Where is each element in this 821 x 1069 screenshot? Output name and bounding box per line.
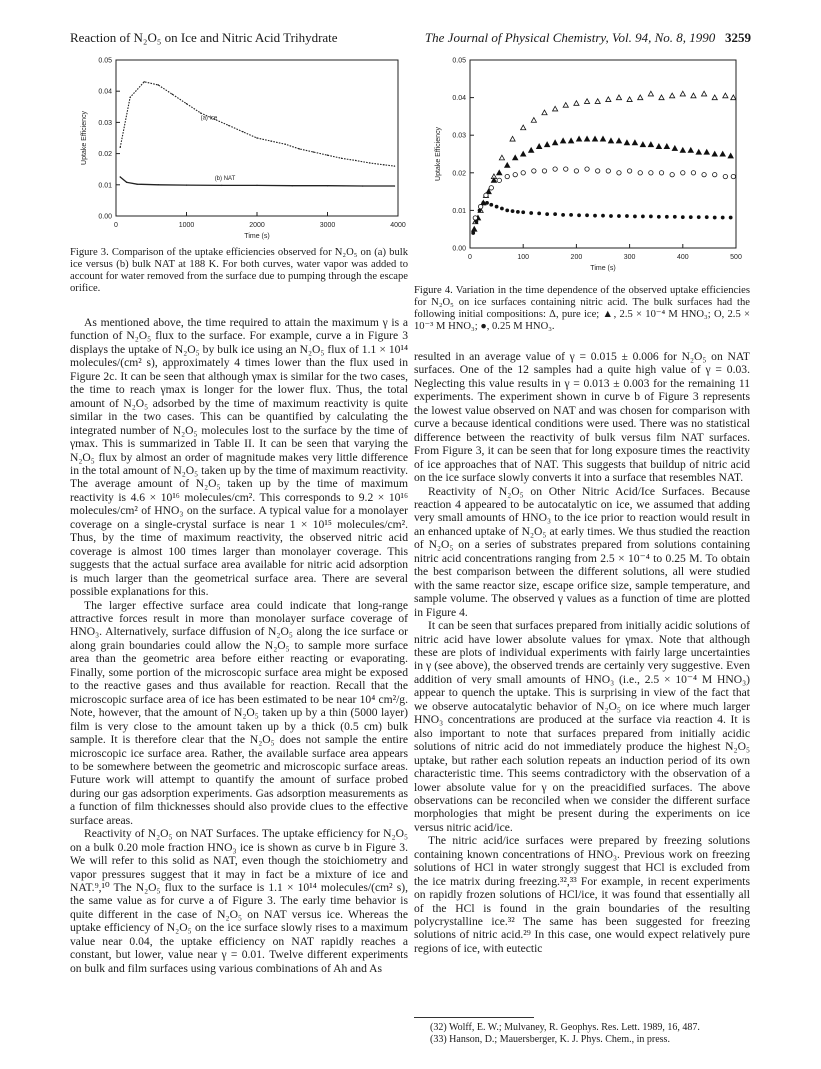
filled-triangle-point <box>545 142 550 147</box>
filled-circle-point <box>486 201 489 204</box>
figure-4-chart <box>430 52 748 278</box>
footnote-rule <box>414 1017 534 1018</box>
open-triangle-point <box>595 99 600 104</box>
open-circle-point <box>606 169 610 173</box>
open-triangle-point <box>616 95 621 100</box>
open-circle-point <box>505 174 509 178</box>
filled-triangle-point <box>513 155 518 160</box>
x-tick-label: 500 <box>730 254 742 261</box>
y-tick-label: 0.03 <box>98 119 112 127</box>
series-line-ice <box>120 82 394 166</box>
open-circle-point <box>617 171 621 175</box>
open-circle-point <box>484 193 488 197</box>
figure-4-caption: Figure 4. Variation in the time dependence of the observed uptake efficiencies for N₂O₅ on ice surfaces containing nitric acid. The bulk surfaces had the following initial compositions: Δ, pure ice; ▲, 2.5 × 10⁻⁴ M HNO₃; O, 2.5 × 10⁻³ M HNO₃; ●, 0.25 M HNO₃. <box>414 285 750 332</box>
x-tick-label: 1000 <box>178 222 195 229</box>
y-tick-label: 0.02 <box>98 151 112 159</box>
open-triangle-point <box>680 91 685 96</box>
data-point <box>120 147 121 148</box>
open-circle-point <box>713 172 717 176</box>
running-title: Reaction of N₂O₅ on Ice and Nitric Acid Trihydrate <box>70 30 338 45</box>
filled-triangle-point <box>521 151 526 156</box>
open-triangle-point <box>638 95 643 100</box>
filled-triangle-point <box>704 150 709 155</box>
filled-circle-point <box>500 207 503 210</box>
series-line-nat <box>120 177 394 186</box>
open-circle-point <box>659 171 663 175</box>
open-circle-point <box>497 178 501 182</box>
data-point <box>120 176 121 177</box>
open-triangle-point <box>627 97 632 102</box>
data-point <box>186 103 187 104</box>
figure-3-caption: Figure 3. Comparison of the uptake efficiencies observed for N₂O₅ on (a) bulk ice versus (b) bulk NAT at 188 K. For both curves, water vapor was added to account for water removed from the surface due to pumping through the escape orifice. <box>70 247 408 294</box>
y-tick-label: 0.04 <box>98 88 112 96</box>
open-circle-point <box>564 167 568 171</box>
open-triangle-point <box>584 99 589 104</box>
open-circle-point <box>627 169 631 173</box>
filled-triangle-point <box>553 140 558 145</box>
figure-3-chart <box>78 52 408 244</box>
y-tick-label: 0.04 <box>452 95 466 103</box>
filled-circle-point <box>546 213 549 216</box>
filled-circle-point <box>721 216 724 219</box>
y-tick-label: 0.05 <box>98 57 112 65</box>
open-circle-point <box>513 172 517 176</box>
open-circle-point <box>595 169 599 173</box>
filled-triangle-point <box>688 148 693 153</box>
open-triangle-point <box>531 118 536 123</box>
data-point <box>158 184 159 185</box>
open-circle-point <box>702 172 706 176</box>
open-circle-point <box>478 204 482 208</box>
filled-triangle-point <box>568 138 573 143</box>
open-circle-point <box>691 171 695 175</box>
open-triangle-point <box>701 91 706 96</box>
open-triangle-point <box>670 93 675 98</box>
filled-circle-point <box>602 214 605 217</box>
filled-triangle-point <box>497 170 502 175</box>
filled-triangle-point <box>600 136 605 141</box>
y-axis-label: Uptake Efficiency <box>435 127 442 181</box>
data-point <box>341 158 342 159</box>
filled-triangle-point <box>584 136 589 141</box>
x-axis-label: Time (s) <box>244 233 270 240</box>
open-circle-point <box>649 171 653 175</box>
filled-circle-point <box>516 210 519 213</box>
data-point <box>383 164 384 165</box>
filled-triangle-point <box>672 146 677 151</box>
open-circle-point <box>670 172 674 176</box>
open-triangle-point <box>712 95 717 100</box>
open-circle-point <box>542 169 546 173</box>
filled-triangle-point <box>664 144 669 149</box>
filled-circle-point <box>657 215 660 218</box>
filled-triangle-point <box>537 144 542 149</box>
filled-triangle-point <box>656 144 661 149</box>
filled-triangle-point <box>505 163 510 168</box>
data-point <box>327 154 328 155</box>
filled-triangle-point <box>592 136 597 141</box>
open-triangle-point <box>691 93 696 98</box>
paragraph: As mentioned above, the time required to attain the maximum γ is a function of N₂O₅ flux to the surface. For example, curve a in Figure 3 displays the uptake of N₂O₅ by bulk ice using an N₂O₅ flux of 1.1 × 10¹⁴ molecules/(cm² s), approximately 4 times lower than the flux used in Figure 2c. It can be seen that although γmax is similar for the two cases, the time to reach γmax is longer for the lower flux. Thus, the total amount of N₂O₅ adsorbed by the time of maximum reactivity is quite similar in the two cases. This can be quantified by calculating the integrated number of N₂O₅ molecules lost to the surface by the time of γmax. This is summarized in Table II. It can be seen that varying the N₂O₅ flux by almost an order of magnitude makes very little difference in the total amount of N₂O₅ taken up by the time of maximum reactivity. The average amount of N₂O₅ taken up by the time of maximum reactivity is 4.6 × 10¹⁶ molecules/cm². This corresponds to 9.2 × 10¹⁶ molecules/cm² of HNO₃ on the surface. A typical value for a monolayer coverage on a single-crystal surface is near 1 × 10¹⁵ molecules/cm². Thus, by the time of maximum reactivity, the observed nitric acid coverage is almost 100 times larger than monolayer coverage. This suggests that the actual surface area available for nitric acid adsorption is much larger than the geometrical surface area. There are several possible explanations for this. <box>70 316 408 599</box>
filled-circle-point <box>586 214 589 217</box>
figure-4 <box>430 52 748 283</box>
data-point <box>292 185 293 186</box>
filled-circle-point <box>641 215 644 218</box>
data-point <box>327 185 328 186</box>
paragraph: The nitric acid/ice surfaces were prepared by freezing solutions containing known concentrations of HNO₃. Previous work on freezing solutions of HCl in water strongly suggest that HCl is excluded from the ice matrix during freezing.³²,³³ For example, in recent experiments on rapidly frozen solutions of HCl/ice, it was found that essentially all of the HCl is found in the grain boundaries of the resulting polycrystalline ice.³² The same has been suggested for freezing solutions of nitric acid.²⁹ In this case, one would expect relatively pure regions of ice, with eutectic <box>414 834 750 955</box>
filled-triangle-point <box>728 153 733 158</box>
filled-circle-point <box>522 211 525 214</box>
filled-circle-point <box>478 209 481 212</box>
open-circle-point <box>681 171 685 175</box>
y-tick-label: 0.03 <box>452 132 466 140</box>
x-tick-label: 300 <box>623 254 636 261</box>
filled-triangle-point <box>529 148 534 153</box>
open-triangle-point <box>510 136 515 141</box>
open-triangle-point <box>563 103 568 108</box>
data-point <box>369 162 370 163</box>
data-point <box>200 112 201 113</box>
filled-circle-point <box>482 201 485 204</box>
data-point <box>285 144 286 145</box>
open-triangle-point <box>574 101 579 106</box>
y-tick-label: 0.01 <box>452 207 466 215</box>
filled-circle-point <box>705 216 708 219</box>
filled-circle-point <box>475 220 478 223</box>
filled-triangle-point <box>608 138 613 143</box>
open-circle-point <box>574 169 578 173</box>
x-tick-label: 3000 <box>319 222 336 229</box>
data-point <box>172 94 173 95</box>
filled-circle-point <box>530 212 533 215</box>
data-point <box>221 185 222 186</box>
paragraph: It can be seen that surfaces prepared from initially acidic solutions of nitric acid have lower absolute values for γmax. Note that although these are plots of individual experiments with fairly large uncertainties in γ (see above), the observed trends are certainly very suggestive. Even addition of very small amounts of HNO₃ (i.e., 2.5 × 10⁻⁴ M HNO₃) appear to quench the uptake. This is surprising in view of the fact that we observe autocatalytic behavior of N₂O₅ on ice where much larger HNO₃ concentrations are produced at the surface via reaction 4. It is also important to note that surfaces prepared from initially acidic solutions of nitric acid do not immediately produce the highest N₂O₅ uptake, but rather each solution repeats an induction period of its own characteristic time. This seems contradictory with the observation of a lower absolute value for γ on the preacidified surfaces. The above observations can be reconciled when we consider the different surface morphologies that might be present during the experiments on ice versus nitric acid/ice. <box>414 619 750 834</box>
data-point <box>256 137 257 138</box>
x-tick-label: 0 <box>468 254 472 261</box>
filled-circle-point <box>562 213 565 216</box>
y-tick-label: 0.00 <box>98 213 112 221</box>
open-circle-point <box>585 167 589 171</box>
filled-circle-point <box>570 213 573 216</box>
x-axis-label: Time (s) <box>590 265 616 272</box>
footnotes <box>430 1022 750 1046</box>
open-triangle-point <box>542 110 547 115</box>
filled-circle-point <box>673 215 676 218</box>
filled-triangle-point <box>472 227 477 232</box>
open-triangle-point <box>499 155 504 160</box>
filled-triangle-point <box>576 136 581 141</box>
data-point <box>355 160 356 161</box>
left-column <box>70 316 408 975</box>
filled-circle-point <box>594 214 597 217</box>
data-point <box>394 165 395 166</box>
filled-triangle-point <box>680 148 685 153</box>
filled-circle-point <box>713 216 716 219</box>
filled-circle-point <box>681 216 684 219</box>
filled-circle-point <box>633 215 636 218</box>
filled-circle-point <box>649 215 652 218</box>
y-tick-label: 0.00 <box>452 245 466 253</box>
data-point <box>242 131 243 132</box>
open-triangle-point <box>648 91 653 96</box>
data-point <box>129 97 130 98</box>
filled-triangle-point <box>616 138 621 143</box>
data-point <box>136 183 137 184</box>
filled-triangle-point <box>712 151 717 156</box>
paragraph: Reactivity of N₂O₅ on Other Nitric Acid/Ice Surfaces. Because reaction 4 appeared to be autocatalytic on ice, we assumed that adding very small amounts of HNO₃ to the ice prior to reaction would result in an enhanced uptake of N₂O₅ at early times. We thus studied the reaction of N₂O₅ on a series of substrates prepared from solutions containing nitric acid concentrations ranging from 2.5 × 10⁻⁴ to 0.25 M. To obtain the best comparison between the different solutions, all were studied with the same reactor size, escape orifice size, sample temperature, and sample volume. The observed γ values as a function of time are plotted in Figure 4. <box>414 484 750 619</box>
data-point <box>126 182 127 183</box>
open-circle-point <box>521 171 525 175</box>
filled-circle-point <box>578 214 581 217</box>
filled-circle-point <box>511 210 514 213</box>
filled-circle-point <box>625 215 628 218</box>
filled-circle-point <box>554 213 557 216</box>
open-triangle-point <box>731 95 736 100</box>
x-tick-label: 4000 <box>390 222 406 229</box>
filled-circle-point <box>472 231 475 234</box>
open-circle-point <box>489 186 493 190</box>
y-axis-label: Uptake Efficiency <box>81 111 88 165</box>
x-tick-label: 100 <box>517 254 530 261</box>
footnote: (33) Hanson, D.; Mauersberger, K. J. Phys. Chem., in press. <box>430 1034 670 1045</box>
journal-header <box>425 30 751 46</box>
filled-circle-point <box>617 215 620 218</box>
page-number: 3259 <box>725 30 751 45</box>
open-triangle-point <box>659 95 664 100</box>
open-circle-point <box>723 174 727 178</box>
filled-circle-point <box>697 216 700 219</box>
x-tick-label: 200 <box>570 254 583 261</box>
series-label-nat: (b) NAT <box>214 176 236 183</box>
filled-triangle-point <box>648 142 653 147</box>
open-triangle-point <box>723 93 728 98</box>
open-circle-point <box>638 171 642 175</box>
y-tick-label: 0.01 <box>98 182 112 190</box>
data-point <box>186 184 187 185</box>
open-circle-point <box>731 174 735 178</box>
paragraph: Reactivity of N₂O₅ on NAT Surfaces. The uptake efficiency for N₂O₅ on a bulk 0.20 mole fraction HNO₃ ice is shown as curve b in Figure 3. We will refer to this solid as NAT, even though the stoichiometry and vapor pressures suggest that it may in fact be a mixture of ice and NAT.⁹,¹⁰ The N₂O₅ flux to the surface is 1.1 × 10¹⁴ molecules/(cm² s), the same value as for curve a of Figure 3. The early time behavior is quite different in the case of N₂O₅ on NAT versus ice. Whereas the uptake efficiency of N₂O₅ on the ice surface slowly rises to a maximum value near 0.04, the uptake efficiency on NAT rapidly reaches a constant, but lower, value near γ = 0.01. Twelve different experiments on bulk and film surfaces using various combinations of Ah and As <box>70 827 408 975</box>
open-circle-point <box>473 216 477 220</box>
filled-circle-point <box>490 203 493 206</box>
data-point <box>313 151 314 152</box>
filled-triangle-point <box>632 140 637 145</box>
open-circle-point <box>553 167 557 171</box>
series-label-ice: (a) ice <box>200 115 218 122</box>
x-tick-label: 400 <box>676 254 689 261</box>
open-triangle-point <box>521 125 526 130</box>
figure-3 <box>78 52 408 249</box>
filled-circle-point <box>689 216 692 219</box>
x-tick-label: 0 <box>114 222 118 229</box>
filled-triangle-point <box>561 138 566 143</box>
data-point <box>270 140 271 141</box>
filled-circle-point <box>538 212 541 215</box>
footnote: (32) Wolff, E. W.; Mulvaney, R. Geophys. Res. Lett. 1989, 16, 487. <box>430 1022 700 1033</box>
data-point <box>158 84 159 85</box>
paragraph: The larger effective surface area could indicate that long-range attractive forces result in more than monolayer surface coverage of HNO₃. Alternatively, surface diffusion of N₂O₅ along the ice surface or along grain boundaries could allow the N₂O₅ to sample more surface area than the geometric area before either reacting or evaporating. Finally, some portion of the microscopic surface area might be exposed to the reactive gases and thus available for reaction. Recall that the microscopic surface area of ice has been estimated to be near 10⁴ cm²/g. Note, however, that the amount of N₂O₅ taken up by a thin (5000 layer) film is very close to the amount taken up by a thick (0.5 cm) bulk sample. It is therefore clear that the N₂O₅ does not sample the entire microscopic ice surface area. Rather, the available surface area appears to be somewhere between the geometric and microscopic surface areas. Future work will attempt to quantify the amount of surface probed during our gas adsorption experiments. Gas adsorption measurements as a function of film thicknesses should also provide clues to the effective surface areas. <box>70 598 408 827</box>
filled-circle-point <box>506 209 509 212</box>
y-tick-label: 0.05 <box>452 57 466 65</box>
filled-circle-point <box>665 215 668 218</box>
filled-circle-point <box>609 215 612 218</box>
filled-triangle-point <box>696 150 701 155</box>
data-point <box>362 185 363 186</box>
data-point <box>299 148 300 149</box>
filled-triangle-point <box>624 140 629 145</box>
open-triangle-point <box>553 106 558 111</box>
filled-circle-point <box>495 205 498 208</box>
open-circle-point <box>532 169 536 173</box>
data-point <box>144 81 145 82</box>
right-column <box>414 350 750 955</box>
filled-triangle-point <box>640 142 645 147</box>
journal-citation: The Journal of Physical Chemistry, Vol. 94, No. 8, 1990 <box>424 30 716 45</box>
data-point <box>228 125 229 126</box>
filled-triangle-point <box>720 151 725 156</box>
y-tick-label: 0.02 <box>452 170 466 178</box>
filled-circle-point <box>729 216 732 219</box>
open-triangle-point <box>606 97 611 102</box>
x-tick-label: 2000 <box>249 222 265 229</box>
data-point <box>256 185 257 186</box>
data-point <box>394 185 395 186</box>
paragraph: resulted in an average value of γ = 0.015 ± 0.006 for N₂O₅ on NAT surfaces. One of the 12 samples had a quite high value of γ = 0.03. Neglecting this value results in γ = 0.013 ± 0.003 for the remaining 11 experiments. The experiment shown in curve b of Figure 3 represents the lowest value observed on NAT and was chosen for comparison with curve a because identical conditions were used. There was no statistical difference between the reactivity of bulk versus film NAT surfaces. From Figure 3, it can be seen that for long exposure times the reactivity of ice approaches that of NAT. This suggests that buildup of nitric acid on the ice surface slowly converts it into a surface that resembles NAT. <box>414 350 750 485</box>
